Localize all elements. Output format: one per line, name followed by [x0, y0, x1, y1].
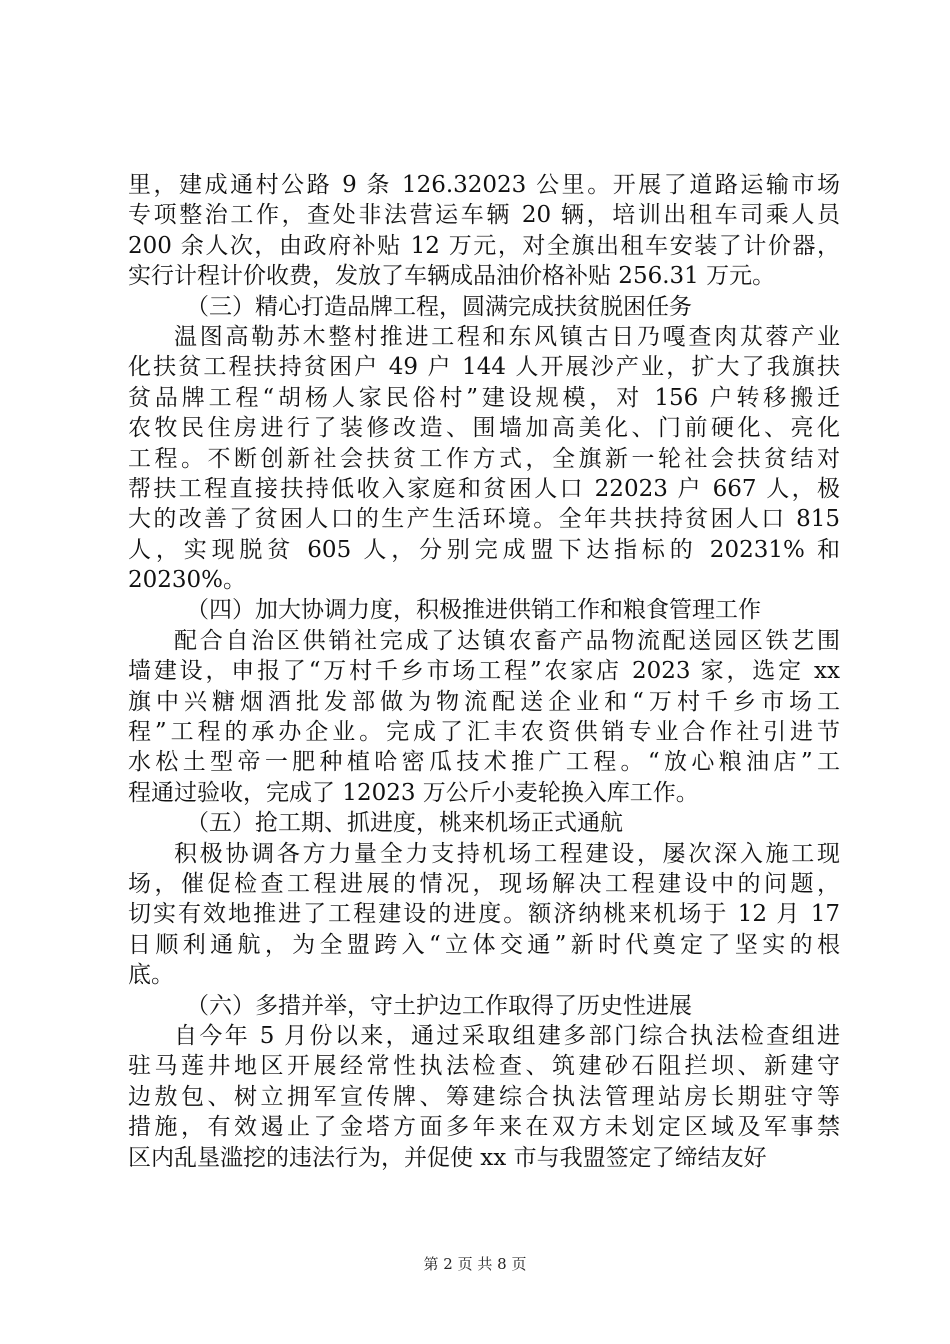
text-line: 农牧民住房进行了装修改造、围墙加高美化、门前硬化、亮化 [128, 415, 840, 442]
text-line: （六）多措并举，守土护边工作取得了历史性进展 [186, 992, 692, 1019]
text-line: 程”工程的承办企业。完成了汇丰农资供销专业合作社引进节 [128, 719, 840, 746]
section-heading [128, 292, 840, 322]
text-line: 区内乱垦滥挖的违法行为，并促使 xx 市与我盟签定了缔结友好 [128, 1144, 767, 1171]
section-heading [128, 808, 840, 838]
paragraph [128, 626, 840, 808]
text-line: 墙建设，申报了“万村千乡市场工程”农家店 2023 家，选定 xx [128, 658, 840, 685]
paragraph [128, 1021, 840, 1173]
text-line: 日顺利通航，为全盟跨入“立体交通”新时代奠定了坚实的根 [128, 931, 840, 958]
text-line: 积极协调各方力量全力支持机场工程建设，屡次深入施工现 [174, 840, 840, 867]
paragraph [128, 322, 840, 596]
text-line: 底。 [128, 962, 174, 989]
text-line: 里，建成通村公路 9 条 126.32023 公里。开展了道路运输市场 [128, 172, 840, 198]
paragraph [128, 839, 840, 991]
page-footer: 第 2 页 共 8 页 [423, 1255, 527, 1273]
text-line: 程通过验收，完成了 12023 万公斤小麦轮换入库工作。 [128, 779, 699, 806]
section-heading [128, 595, 840, 625]
text-line: 化扶贫工程扶持贫困户 49 户 144 人开展沙产业，扩大了我旗扶 [128, 354, 840, 381]
text-line: （三）精心打造品牌工程，圆满完成扶贫脱困任务 [186, 293, 692, 320]
text-line: 帮扶工程直接扶持低收入家庭和贫困人口 22023 户 667 人，极 [128, 475, 840, 502]
text-line: 工程。不断创新社会扶贫工作方式，全旗新一轮社会扶贫结对 [128, 445, 840, 472]
text-line: 贫品牌工程“胡杨人家民俗村”建设规模，对 156 户转移搬迁 [128, 384, 840, 411]
text-line: （五）抢工期、抓进度，桃来机场正式通航 [186, 810, 623, 837]
text-line: 切实有效地推进了工程建设的进度。额济纳桃来机场于 12 月 17 [128, 901, 840, 928]
text-line: 大的改善了贫困人口的生产生活环境。全年共扶持贫困人口 815 [128, 506, 840, 533]
text-line: 20230%。 [128, 567, 247, 594]
text-line: （四）加大协调力度，积极推进供销工作和粮食管理工作 [186, 597, 761, 624]
document-body [128, 170, 840, 1173]
paragraph [128, 170, 840, 292]
text-line: 旗中兴糖烟酒批发部做为物流配送企业和“万村千乡市场工 [128, 688, 840, 715]
text-line: 水松土型帝一肥种植哈密瓜技术推广工程。“放心粮油店”工 [128, 749, 840, 776]
text-line: 专项整治工作，查处非法营运车辆 20 辆，培训出租车司乘人员 [128, 202, 840, 229]
text-line: 配合自治区供销社完成了达镇农畜产品物流配送园区铁艺围 [174, 627, 840, 654]
text-line: 驻马莲井地区开展经常性执法检查、筑建砂石阻拦坝、新建守 [128, 1053, 840, 1080]
text-line: 场，催促检查工程进展的情况，现场解决工程建设中的问题， [128, 870, 840, 897]
text-line: 温图高勒苏木整村推进工程和东风镇古日乃嘎查肉苁蓉产业 [174, 323, 840, 350]
text-line: 200 余人次，由政府补贴 12 万元，对全旗出租车安装了计价器， [128, 232, 840, 259]
text-line: 边敖包、树立拥军宣传牌、筹建综合执法管理站房长期驻守等 [128, 1083, 840, 1110]
text-line: 人，实现脱贫 605 人，分别完成盟下达指标的 20231% 和 [128, 536, 840, 563]
text-line: 实行计程计价收费，发放了车辆成品油价格补贴 256.31 万元。 [128, 263, 776, 290]
section-heading [128, 991, 840, 1021]
text-line: 措施，有效遏止了金塔方面多年来在双方未划定区域及军事禁 [128, 1114, 840, 1141]
text-line: 自今年 5 月份以来，通过采取组建多部门综合执法检查组进 [174, 1022, 840, 1049]
